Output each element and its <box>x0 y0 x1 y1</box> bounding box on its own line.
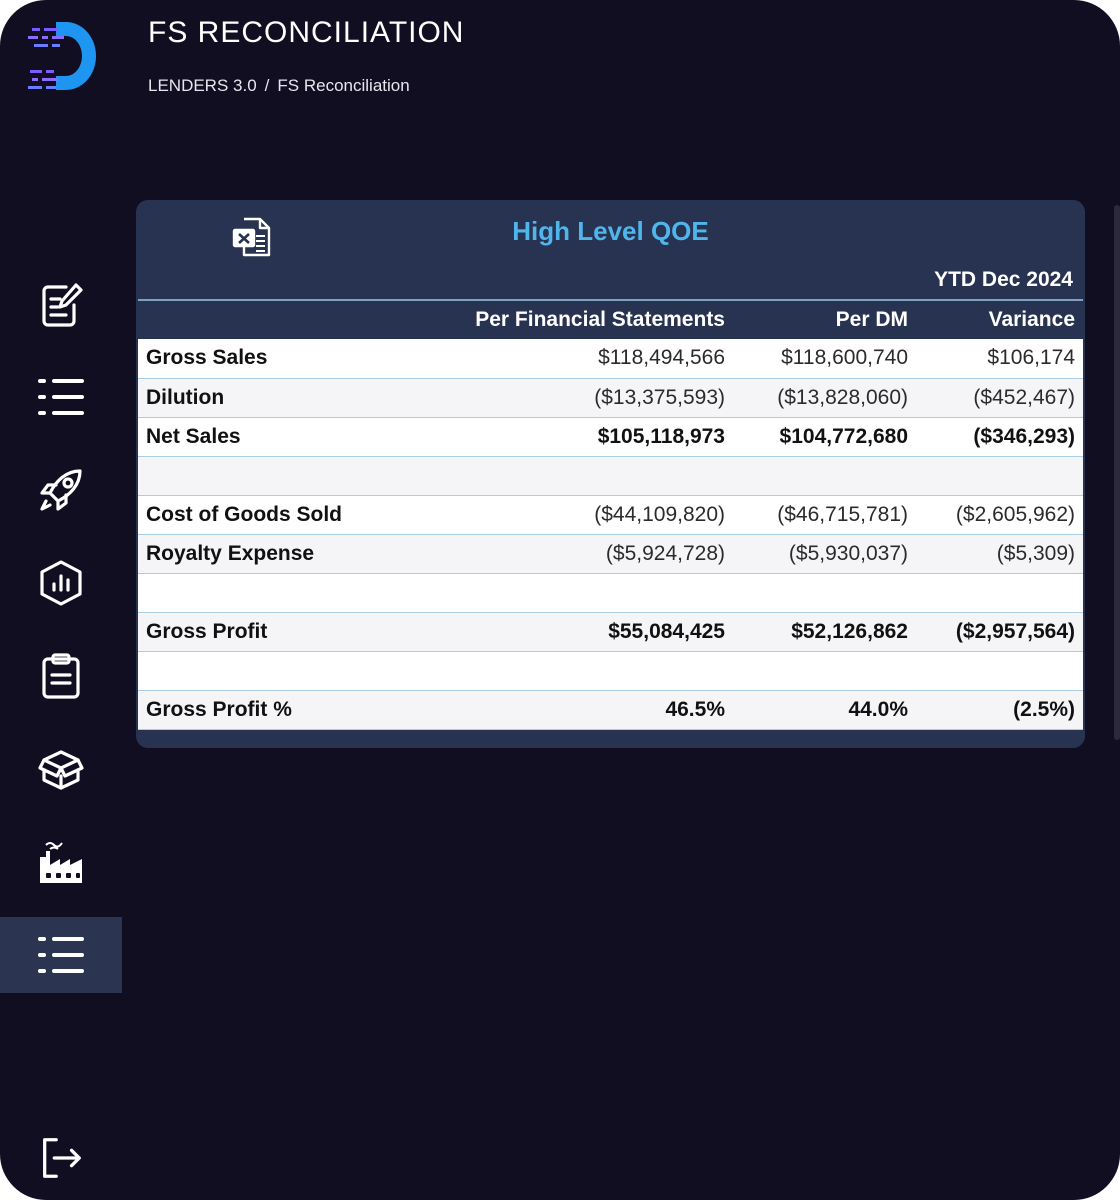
sidebar-item-clipboard[interactable] <box>0 638 122 714</box>
cell-variance: ($346,293) <box>916 417 1083 456</box>
qoe-card <box>136 200 1085 748</box>
clipboard-icon <box>36 651 86 701</box>
table-header-row <box>138 301 1083 339</box>
cell-fs: 46.5% <box>438 690 733 729</box>
column-header-variance: Variance <box>916 301 1083 339</box>
cell-variance <box>916 456 1083 495</box>
app-logo <box>26 18 98 94</box>
cell-variance: ($2,605,962) <box>916 495 1083 534</box>
table-row <box>138 495 1083 534</box>
sidebar-item-launch[interactable] <box>0 452 122 528</box>
logout-button[interactable] <box>0 1120 122 1196</box>
card-title: High Level QOE <box>512 216 709 246</box>
table-row <box>138 417 1083 456</box>
sidebar-item-fs-reconciliation[interactable] <box>0 917 122 993</box>
table-row <box>138 339 1083 378</box>
page-title: FS RECONCILIATION <box>148 16 465 49</box>
sidebar-item-edit[interactable] <box>0 266 122 342</box>
cell-dm: $104,772,680 <box>733 417 916 456</box>
logout-icon <box>37 1134 85 1182</box>
cell-dm: ($13,828,060) <box>733 378 916 417</box>
chart-hexagon-icon <box>36 558 86 608</box>
column-header-fs: Per Financial Statements <box>438 301 733 339</box>
cell-fs: ($13,375,593) <box>438 378 733 417</box>
table-row <box>138 378 1083 417</box>
breadcrumb-root[interactable]: LENDERS 3.0 <box>148 76 257 95</box>
cell-variance: (2.5%) <box>916 690 1083 729</box>
row-label <box>138 456 438 495</box>
cell-dm <box>733 573 916 612</box>
row-label: Dilution <box>138 378 438 417</box>
qoe-table <box>138 301 1083 730</box>
row-label <box>138 651 438 690</box>
cell-variance: $106,174 <box>916 339 1083 378</box>
sidebar-item-inventory[interactable] <box>0 731 122 807</box>
scrollbar[interactable] <box>1114 205 1120 740</box>
edit-note-icon <box>36 279 86 329</box>
table-row <box>138 534 1083 573</box>
factory-icon <box>36 837 86 887</box>
period-label: YTD Dec 2024 <box>934 268 1073 291</box>
cell-dm: ($46,715,781) <box>733 495 916 534</box>
table-row <box>138 573 1083 612</box>
list-icon <box>36 372 86 422</box>
cell-fs: $105,118,973 <box>438 417 733 456</box>
cell-fs <box>438 651 733 690</box>
row-label <box>138 573 438 612</box>
list-icon <box>36 930 86 980</box>
boxes-icon <box>36 744 86 794</box>
table-row <box>138 612 1083 651</box>
table-row <box>138 456 1083 495</box>
cell-fs: ($44,109,820) <box>438 495 733 534</box>
row-label: Gross Profit <box>138 612 438 651</box>
breadcrumb-separator: / <box>264 76 270 95</box>
cell-dm: $118,600,740 <box>733 339 916 378</box>
cell-fs: $118,494,566 <box>438 339 733 378</box>
row-label: Gross Profit % <box>138 690 438 729</box>
cell-variance: ($2,957,564) <box>916 612 1083 651</box>
row-label: Net Sales <box>138 417 438 456</box>
breadcrumb <box>148 76 410 96</box>
sidebar-item-analytics[interactable] <box>0 545 122 621</box>
sidebar <box>0 250 122 1200</box>
column-header-label <box>138 301 438 339</box>
column-header-dm: Per DM <box>733 301 916 339</box>
cell-variance: ($5,309) <box>916 534 1083 573</box>
cell-variance: ($452,467) <box>916 378 1083 417</box>
cell-dm: ($5,930,037) <box>733 534 916 573</box>
cell-variance <box>916 651 1083 690</box>
sidebar-item-factory[interactable] <box>0 824 122 900</box>
table-row <box>138 651 1083 690</box>
cell-fs: $55,084,425 <box>438 612 733 651</box>
cell-dm: $52,126,862 <box>733 612 916 651</box>
cell-dm <box>733 456 916 495</box>
row-label: Gross Sales <box>138 339 438 378</box>
cell-fs: ($5,924,728) <box>438 534 733 573</box>
breadcrumb-current: FS Reconciliation <box>277 76 410 95</box>
cell-fs <box>438 573 733 612</box>
sidebar-item-list[interactable] <box>0 359 122 435</box>
cell-dm <box>733 651 916 690</box>
row-label: Royalty Expense <box>138 534 438 573</box>
row-label: Cost of Goods Sold <box>138 495 438 534</box>
cell-variance <box>916 573 1083 612</box>
rocket-icon <box>36 465 86 515</box>
cell-fs <box>438 456 733 495</box>
table-row <box>138 690 1083 729</box>
cell-dm: 44.0% <box>733 690 916 729</box>
